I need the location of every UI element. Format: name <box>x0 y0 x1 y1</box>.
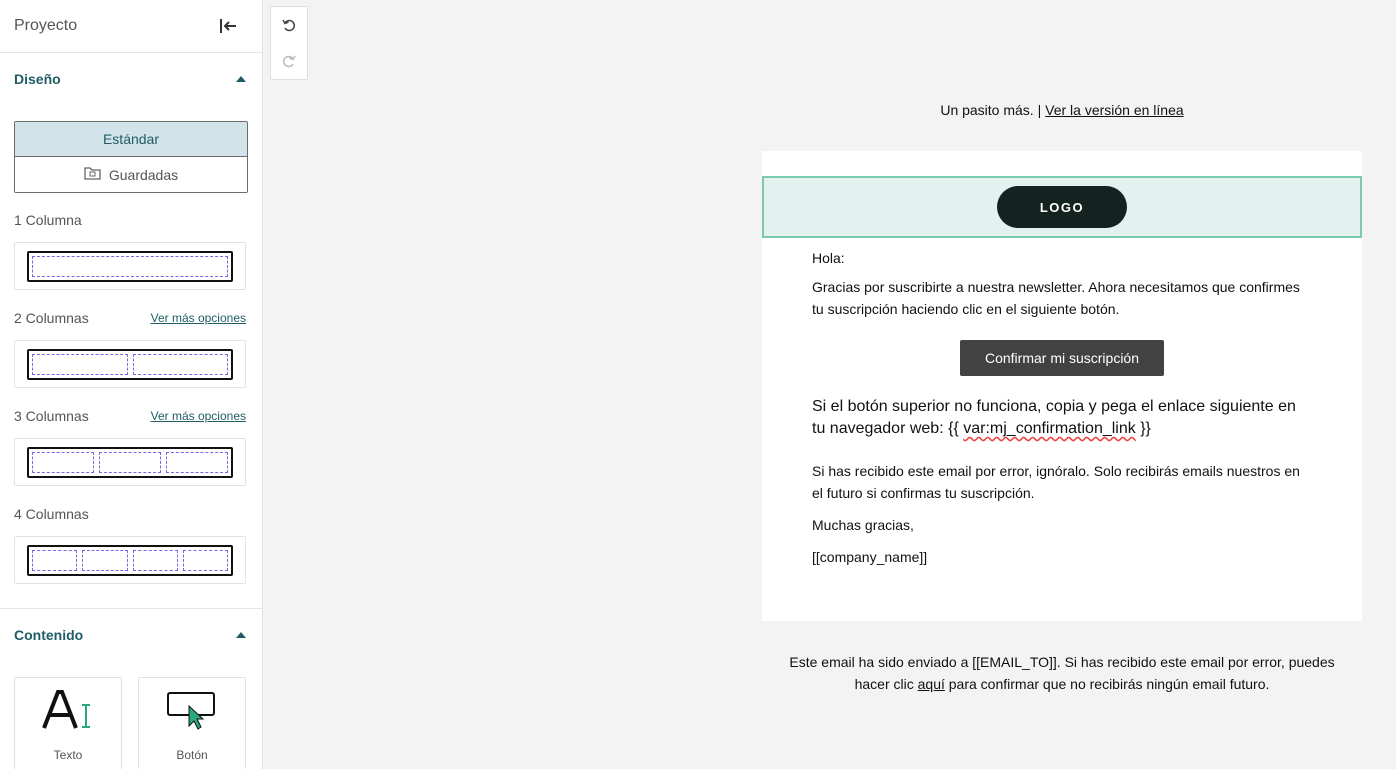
layout-column <box>183 550 228 571</box>
layout-column <box>82 550 127 571</box>
layout-frame <box>27 251 233 282</box>
collapse-sidebar-icon[interactable] <box>218 16 238 36</box>
layout-4-header <box>0 504 262 524</box>
signoff-text: Muchas gracias, <box>812 517 914 533</box>
more-options-3-link[interactable]: Ver más opciones <box>150 409 246 423</box>
email-body[interactable] <box>812 247 1312 568</box>
text-block-label: Texto <box>53 748 83 762</box>
layout-3-label: 3 Columnas <box>14 408 89 424</box>
left-sidebar <box>0 0 263 769</box>
button-block-card[interactable] <box>138 677 246 769</box>
redo-icon[interactable] <box>271 43 307 79</box>
error-note-paragraph: Si has recibido este email por error, ignóralo. Solo recibirás emails nuestros en el futuro si confirmas tu suscripción. <box>812 463 1300 501</box>
footer-line-1: Este email ha sido enviado a [[EMAIL_TO]]. Si has recibido este email por error, puedes <box>789 654 1335 670</box>
layout-column <box>32 550 77 571</box>
layout-1-label: 1 Columna <box>14 212 82 228</box>
sidebar-header <box>0 0 262 53</box>
text-block-card[interactable] <box>14 677 122 769</box>
tab-standard[interactable] <box>15 122 247 157</box>
email-canvas <box>762 151 1362 621</box>
folder-icon <box>84 166 101 183</box>
tab-saved-label: Guardadas <box>108 166 179 183</box>
view-online-link[interactable]: Ver la versión en línea <box>1045 102 1184 118</box>
design-tabs <box>14 121 248 193</box>
content-blocks <box>0 661 262 769</box>
more-options-2-link[interactable]: Ver más opciones <box>150 311 246 325</box>
logo-placeholder[interactable]: LOGO <box>997 186 1127 228</box>
email-footer <box>762 651 1362 695</box>
layout-2-header <box>0 308 262 328</box>
layout-1-header <box>0 210 262 230</box>
footer-line-2 <box>762 673 1362 695</box>
footer-prefix: hacer clic <box>854 676 918 692</box>
button-icon <box>167 692 217 735</box>
sidebar-title: Proyecto <box>14 17 78 34</box>
layout-column <box>133 354 229 375</box>
content-section-header[interactable] <box>0 609 262 661</box>
caret-up-icon <box>236 76 246 82</box>
email-preheader <box>762 102 1362 118</box>
layout-column <box>32 256 228 277</box>
fallback-suffix: }} <box>1135 420 1151 437</box>
logo-section[interactable] <box>762 176 1362 238</box>
company-name-text: [[company_name]] <box>812 549 928 565</box>
fallback-paragraph <box>812 396 1312 440</box>
greeting-text: Hola: <box>812 250 845 266</box>
layout-4-label: 4 Columnas <box>14 506 89 522</box>
layout-column <box>32 354 128 375</box>
layout-1-column[interactable] <box>14 242 246 290</box>
layout-2-columns[interactable] <box>14 340 246 388</box>
history-toolbar <box>270 6 308 80</box>
confirm-subscription-button[interactable]: Confirmar mi suscripción <box>960 340 1164 376</box>
unsubscribe-link[interactable]: aquí <box>917 676 945 692</box>
footer-suffix: para confirmar que no recibirás ningún email futuro. <box>944 676 1270 692</box>
thanks-paragraph: Gracias por suscribirte a nuestra newsletter. Ahora necesitamos que confirmes tu suscripción haciendo clic en el siguiente botón. <box>812 279 1300 317</box>
layout-2-label: 2 Columnas <box>14 310 89 326</box>
tab-saved[interactable] <box>15 157 247 192</box>
content-section-title: Contenido <box>14 627 84 643</box>
fallback-prefix: Si el botón superior no funciona, copia y pega el enlace siguiente en tu navegador web: {{ <box>812 398 1296 437</box>
cta-wrapper <box>812 340 1312 376</box>
tab-standard-label: Estándar <box>102 131 160 147</box>
layout-4-columns[interactable] <box>14 536 246 584</box>
layout-frame <box>27 545 233 576</box>
layout-frame <box>27 447 233 478</box>
layout-column <box>166 452 228 473</box>
confirmation-link-var: var:mj_confirmation_link <box>963 420 1136 437</box>
preheader-text: Un pasito más. | <box>940 102 1042 118</box>
undo-icon[interactable] <box>271 7 307 43</box>
button-block-label: Botón <box>176 748 208 762</box>
text-icon <box>42 688 94 737</box>
layout-3-columns[interactable] <box>14 438 246 486</box>
layout-3-header <box>0 406 262 426</box>
layout-column <box>133 550 178 571</box>
design-section-header[interactable] <box>0 53 262 105</box>
layout-column <box>32 452 94 473</box>
design-section-title: Diseño <box>14 71 61 87</box>
caret-up-icon <box>236 632 246 638</box>
layout-frame <box>27 349 233 380</box>
layout-column <box>99 452 161 473</box>
